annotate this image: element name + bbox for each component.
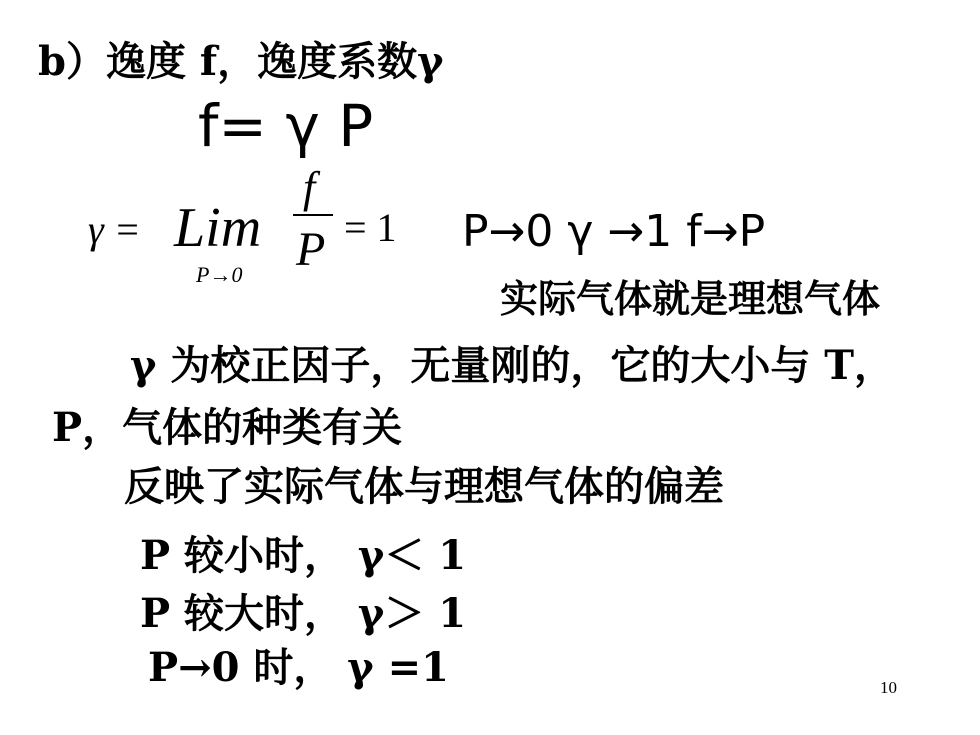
fraction-numerator: f <box>303 163 316 212</box>
slide-title: b）逸度 f，逸度系数γ <box>38 38 444 85</box>
fraction-bar <box>293 214 333 216</box>
page-number: 10 <box>880 678 897 697</box>
case-high-pressure: P 较大时， γ＞ 1 <box>140 590 467 637</box>
limit-rhs: = 1 <box>344 205 397 250</box>
limits-line: P→0 γ →1 f→P <box>462 206 766 257</box>
case-zero-pressure: P→0 时， γ =1 <box>148 644 449 691</box>
deviation-text: 反映了实际气体与理想气体的偏差 <box>124 463 724 510</box>
ideal-gas-note: 实际气体就是理想气体 <box>500 276 881 321</box>
correction-factor-text: γ 为校正因子，无量刚的，它的大小与 T， <box>130 342 895 389</box>
dependency-text: P，气体的种类有关 <box>52 404 403 451</box>
limit-lhs: γ = <box>88 207 141 252</box>
limit-operator: Lim <box>174 197 262 259</box>
limit-subscript: P→0 <box>196 262 243 287</box>
fraction-denominator: P <box>296 223 326 276</box>
case-low-pressure: P 较小时， γ＜ 1 <box>140 532 467 579</box>
fugacity-formula: f= γ P <box>198 92 374 160</box>
